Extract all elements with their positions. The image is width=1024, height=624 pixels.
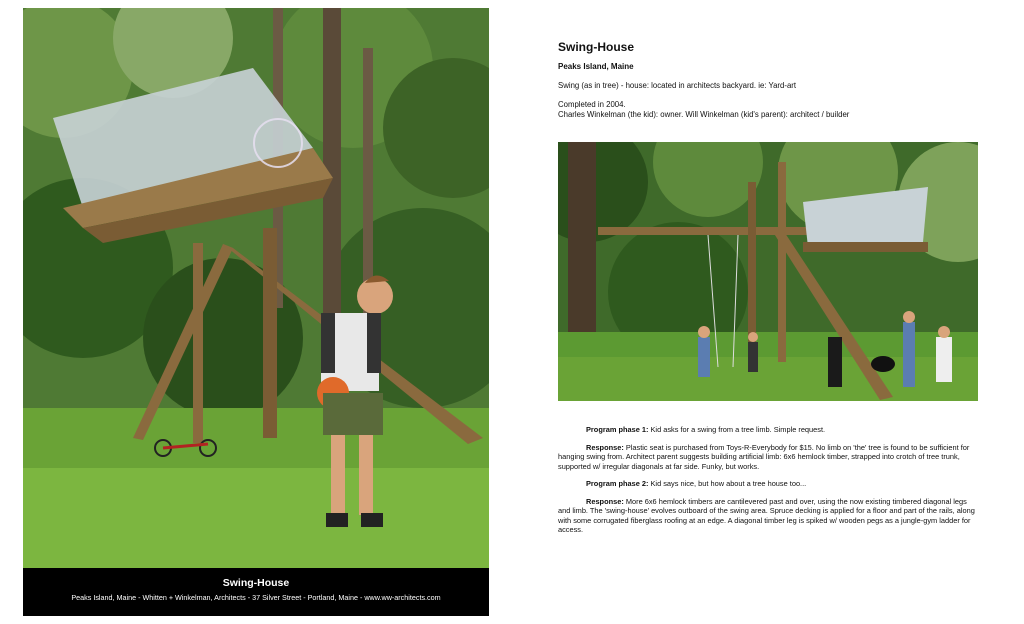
program-section bbox=[558, 425, 980, 543]
response-2 bbox=[558, 497, 980, 535]
program-phase-1 bbox=[558, 425, 980, 435]
credits: Charles Winkelman (the kid): owner. Will Winkelman (kid's parent): architect / builder bbox=[558, 110, 850, 119]
right-photo bbox=[558, 142, 978, 401]
completed-date: Completed in 2004. bbox=[558, 100, 626, 109]
right-photo-illustration bbox=[558, 142, 978, 401]
page-title: Swing-House bbox=[558, 40, 635, 54]
program-phase-2-text: Kid says nice, but how about a tree house too... bbox=[650, 479, 807, 488]
program-phase-1-text: Kid asks for a swing from a tree limb. Simple request. bbox=[650, 425, 826, 434]
left-photo-illustration bbox=[23, 8, 489, 568]
left-photo bbox=[23, 8, 489, 568]
response-1-label: Response: bbox=[586, 442, 624, 452]
program-phase-2 bbox=[558, 479, 980, 489]
response-2-label: Response: bbox=[586, 496, 624, 506]
description: Swing (as in tree) - house: located in architects backyard. ie: Yard-art bbox=[558, 81, 797, 90]
caption-address: Peaks Island, Maine - Whitten + Winkelman, Architects - 37 Silver Street - Portland, Maine - www.ww-architects.com bbox=[71, 593, 441, 602]
caption-bar bbox=[23, 568, 489, 616]
caption-title: Swing-House bbox=[222, 577, 290, 589]
response-1-text: Plastic seat is purchased from Toys-R-Everybody for $15. No limb on 'the' tree is found to be sufficient for hanging swing from. Architect parent suggests building artificial limb: 6x6 hemlock timber, strapped into crotch of tree trunk, supported w/ irregular diagonals at far side. Funky, but works. bbox=[558, 442, 970, 471]
program-phase-1-label: Program phase 1: bbox=[586, 425, 649, 434]
program-phase-2-label: Program phase 2: bbox=[586, 479, 649, 488]
location: Peaks Island, Maine bbox=[558, 62, 634, 71]
completed-block bbox=[558, 100, 849, 120]
response-1 bbox=[558, 443, 980, 472]
response-2-text: More 6x6 hemlock timbers are cantilevered past and over, using the now existing timbered diagonal legs and limb. The 'swing-house' evolves outboard of the swing area. Spruce decking is applied for a floor and part of the rails, along with some corrugated fiberglass roofing at an edge. A diagonal timber leg is spiked w/ wooden pegs as a jungle-gym ladder for access. bbox=[558, 496, 975, 534]
